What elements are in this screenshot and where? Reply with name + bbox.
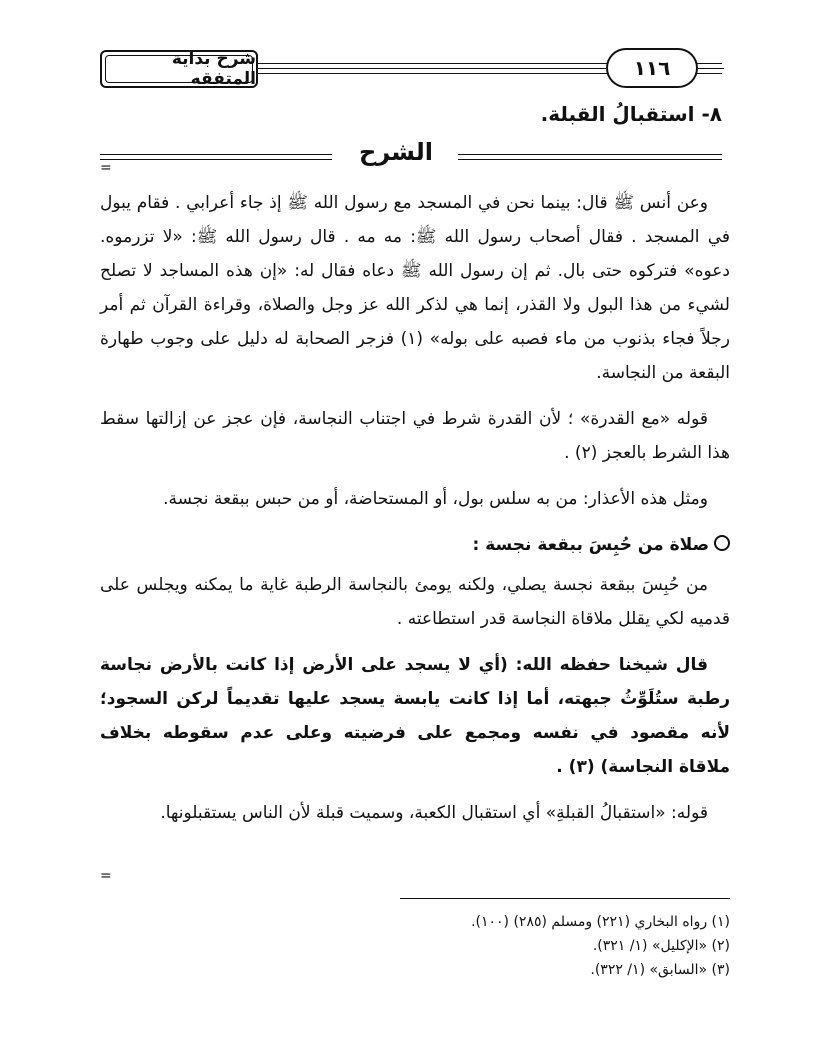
book-title: شرح بداية المتفقه bbox=[171, 49, 256, 89]
footnote: (٣) «السابق» (١/ ٣٢٢). bbox=[590, 962, 730, 978]
paragraph-shaykh-quote: قال شيخنا حفظه الله: (أي لا يسجد على الأرض إذا كانت بالأرض نجاسة رطبة ستُلَوِّثُ جبهته، أما إذا كانت يابسة يسجد عليها تقديماً لركن السجود؛ لأنه مقصود في نفسه ومجمع على فرضيته وعلى عدم سقوطه بخلاف ملاقاة النجاسة) (٣) . bbox=[100, 655, 730, 777]
footnote: (١) رواه البخاري (٢٢١) ومسلم (٢٨٥) (١٠٠). bbox=[471, 914, 730, 930]
continuation-mark: = bbox=[100, 868, 112, 884]
paragraph-mahbus: من حُبِسَ ببقعة نجسة يصلي، ولكنه يومئ بالنجاسة الرطبة غاية ما يمكنه ويجلس على قدميه لكي يقلل ملاقاة النجاسة قدر استطاعته . bbox=[100, 575, 730, 629]
footnotes bbox=[471, 910, 730, 982]
subheading-text: صلاة من حُبِسَ ببقعة نجسة : bbox=[472, 535, 709, 555]
section-title: الشرح bbox=[359, 138, 433, 166]
matn-subtitle: ٨- استقبالُ القبلة. bbox=[540, 102, 722, 126]
commentary-body bbox=[100, 186, 730, 842]
flower-ornament-icon bbox=[714, 535, 730, 551]
footnote-separator bbox=[400, 898, 730, 899]
header-rule bbox=[698, 68, 724, 69]
section-rule bbox=[458, 154, 722, 155]
subheading bbox=[100, 528, 730, 562]
paragraph-hadith: وعن أنس ﷺ قال: بينما نحن في المسجد مع رسول الله ﷺ إذ جاء أعرابي . فقام يبول في المسجد . فقال أصحاب رسول الله ﷺ: مه مه . قال رسول الله ﷺ: «لا تزرموه. دعوه» فتركوه حتى بال. ثم إن رسول الله ﷺ دعاه فقال له: «إن هذه المساجد لا تصلح لشيء من هذا البول ولا القذر، إنما هي لذكر الله عز وجل والصلاة، وقراءة القرآن ثم أمر رجلاً فجاء بذنوب من ماء فصبه على بوله» (١) فزجر الصحابة له دليل على وجوب طهارة البقعة من النجاسة. bbox=[100, 193, 730, 383]
footnote: (٢) «الإكليل» (١/ ٣٢١). bbox=[592, 938, 730, 954]
section-rule bbox=[100, 159, 332, 160]
page-number-frame bbox=[606, 48, 698, 88]
paragraph-adhar: ومثل هذه الأعذار: من به سلس بول، أو المستحاضة، أو من حبس ببقعة نجسة. bbox=[163, 489, 708, 509]
book-title-frame bbox=[100, 50, 258, 88]
page-number: ١١٦ bbox=[633, 56, 671, 80]
continuation-mark: = bbox=[100, 160, 112, 176]
paragraph-qudra: قوله «مع القدرة» ؛ لأن القدرة شرط في اجتناب النجاسة، فإن عجز عن إزالتها سقط هذا الشرط بالعجز (٢) . bbox=[100, 409, 730, 463]
paragraph-qibla: قوله: «استقبالُ القبلةِ» أي استقبال الكعبة، وسميت قبلة لأن الناس يستقبلونها. bbox=[160, 803, 708, 823]
section-rule bbox=[458, 159, 722, 160]
section-rule bbox=[100, 154, 332, 155]
